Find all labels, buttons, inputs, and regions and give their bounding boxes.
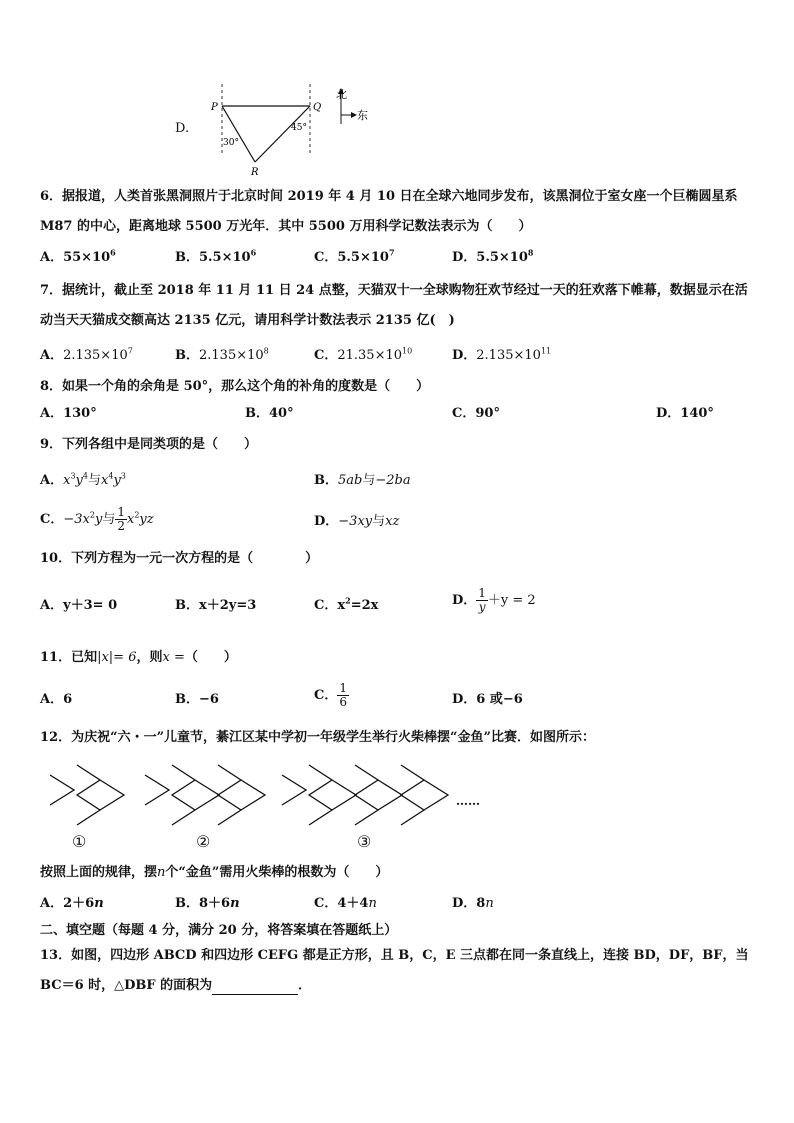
q6-option-a[interactable]: A．$55\times 10^6$ (40, 247, 116, 265)
q12-fig-label-3: ③ (357, 832, 372, 851)
q10-stem: 10．下列方程为一元一次方程的是（ ） (40, 551, 319, 566)
label-r: R (251, 167, 259, 178)
q9-stem: 9．下列各组中是同类项的是（ ） (40, 437, 258, 452)
q10-option-a[interactable]: A．y＋3= 0 (40, 598, 118, 613)
q13-stem-line2: BC＝6 时，△DBF 的面积为 ． (40, 978, 312, 993)
q11-option-c[interactable]: C． $\frac{1}{6}$ (314, 681, 347, 709)
q12-stem: 12．为庆祝“六・一”儿童节，綦江区某中学初一年级学生举行火柴棒摆“金鱼”比赛．如图所示： (40, 730, 596, 745)
q9-option-d[interactable]: D．−3xy与xz (314, 514, 400, 529)
q12-matchstick-figure (50, 760, 490, 830)
q11-stem: 11．已知|x|= 6，则x =（ ） (40, 650, 237, 665)
angle-30: 30° (223, 138, 239, 148)
angle-45: 45° (291, 123, 307, 133)
q11-option-b[interactable]: B．−6 (175, 692, 219, 707)
q8-stem: 8．如果一个角的余角是 50°，那么这个角的补角的度数是（ ） (40, 379, 430, 394)
q8-option-c[interactable]: C．90° (452, 406, 500, 421)
q9-option-c[interactable]: C．$-3x^2y$与 $\frac{1}{2}$ $x^2yz$ (40, 505, 154, 533)
q11-option-d[interactable]: D．6 或−6 (452, 692, 523, 707)
q13-answer-blank[interactable] (212, 980, 298, 995)
q12-option-a[interactable]: A．2＋6n (40, 896, 104, 911)
label-east: 东 (357, 109, 368, 122)
label-p: P (211, 102, 218, 113)
q12-fig-label-1: ① (72, 832, 87, 851)
q12-option-b[interactable]: B．8＋6n (175, 896, 240, 911)
q7-option-a[interactable]: A．$2.135\times 10^7$ (40, 346, 133, 363)
q13-stem-line1: 13．如图，四边形 ABCD 和四边形 CEFG 都是正方形，且 B，C，E 三点都在同一条直线上，连接 BD，DF，BF，当 (40, 948, 749, 963)
q10-option-b[interactable]: B．x＋2y=3 (175, 598, 257, 613)
label-q: Q (313, 102, 322, 113)
q6-option-c[interactable]: C．$5.5\times 10^7$ (314, 247, 395, 265)
q12-fig-label-2: ② (196, 832, 211, 851)
q12-dots: …… (456, 794, 480, 808)
q7-option-d[interactable]: D．$2.135\times 10^{11}$ (452, 346, 552, 363)
q6-option-d[interactable]: D．$5.5\times 10^8$ (452, 247, 534, 265)
q7-option-b[interactable]: B．$2.135\times 10^8$ (175, 346, 269, 363)
q6-option-b[interactable]: B．$5.5\times 10^6$ (175, 247, 257, 265)
section-2-heading: 二、填空题（每题 4 分，满分 20 分，将答案填在答题纸上） (40, 923, 398, 938)
q6-stem-line2: M87 的中心，距离地球 5500 万光年．其中 5500 万用科学记数法表示为（ ） (40, 219, 532, 234)
segment-qr (255, 106, 310, 162)
q7-stem-line1: 7．据统计，截止至 2018 年 11 月 11 日 24 点整，天猫双十一全球购物狂欢节经过一天的狂欢落下帷幕，数据显示在活 (40, 283, 748, 298)
q8-option-d[interactable]: D．140° (656, 406, 714, 421)
q10-option-c[interactable]: C．$x^2=2x$ (314, 595, 379, 613)
q7-option-c[interactable]: C．$21.35\times 10^{10}$ (314, 346, 413, 363)
q12-option-d[interactable]: D．8n (452, 896, 494, 911)
q7-stem-line2: 动当天天猫成交额高达 2135 亿元，请用科学计数法表示 2135 亿( ) (40, 313, 455, 328)
q11-option-a[interactable]: A．6 (40, 692, 73, 707)
q9-option-a[interactable]: A．$x^3y^4$与$x^4y^3$ (40, 471, 126, 488)
q9-option-b[interactable]: B．5ab与−2ba (314, 473, 411, 488)
q5-direction-figure (205, 84, 380, 179)
q5-option-d[interactable]: D. (175, 121, 190, 136)
q8-option-a[interactable]: A．130° (40, 406, 97, 421)
q8-option-b[interactable]: B．40° (245, 406, 294, 421)
q6-stem-line1: 6．据报道，人类首张黑洞照片于北京时间 2019 年 4 月 10 日在全球六地同步发布，该黑洞位于室女座一个巨椭圆星系 (40, 189, 738, 204)
q10-option-d[interactable]: D． $\frac{1}{y}$ ＋y = 2 (452, 586, 536, 614)
q12-rule: 按照上面的规律，摆n个“金鱼”需用火柴棒的根数为（ ） (40, 865, 389, 880)
segment-pr (222, 106, 255, 162)
q12-option-c[interactable]: C．4＋4n (314, 896, 377, 911)
label-north: 北 (336, 88, 347, 101)
